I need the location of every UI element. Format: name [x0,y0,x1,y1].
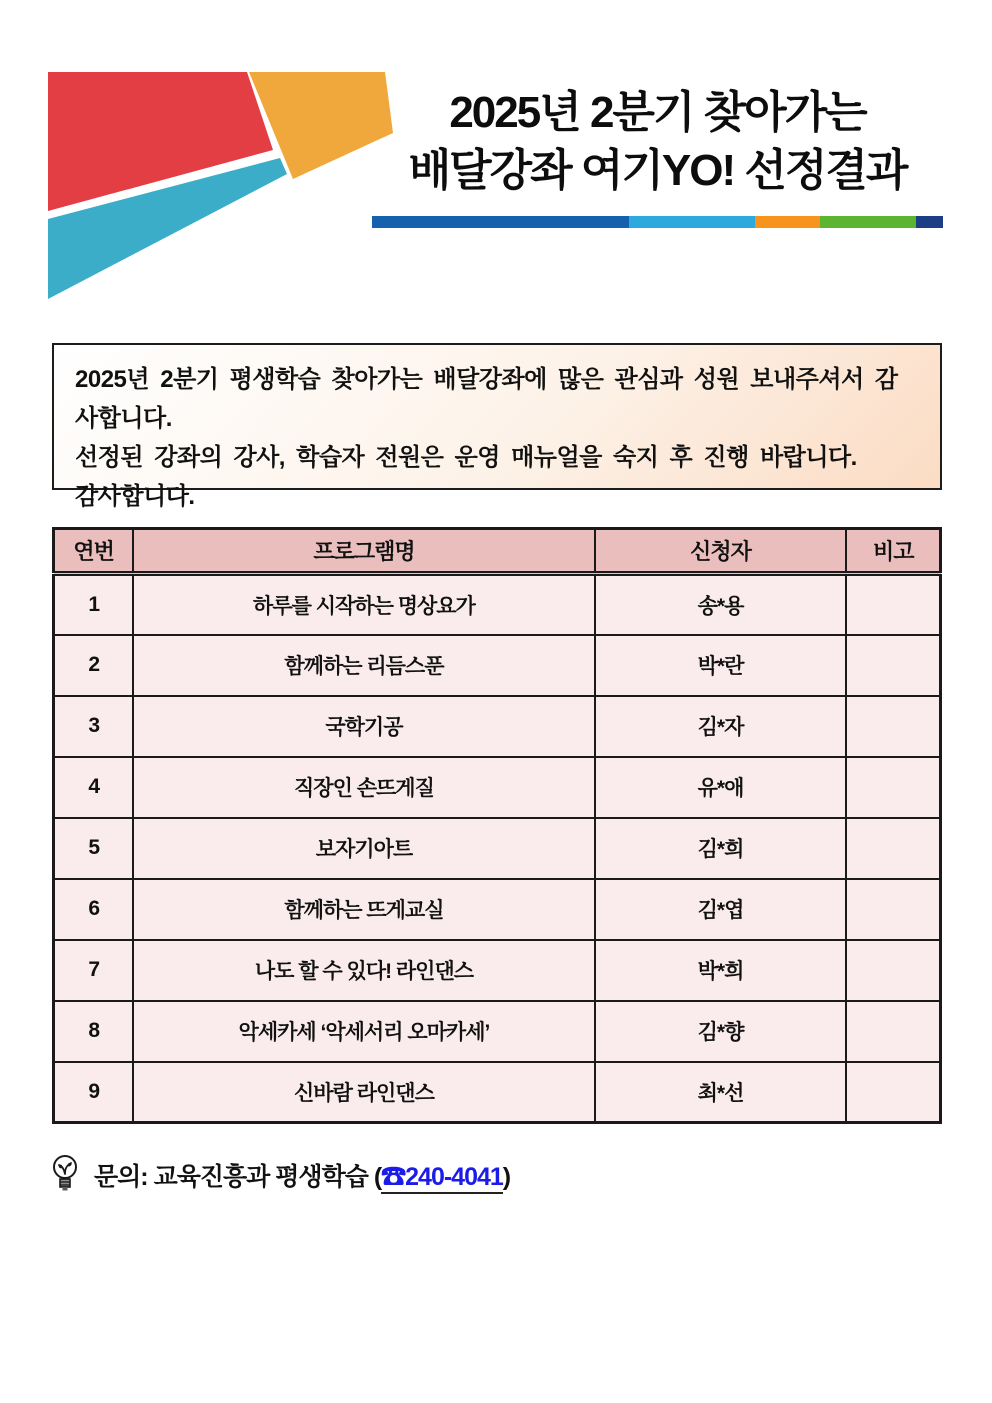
cell-note [846,879,940,940]
cell-applicant: 김*자 [595,696,847,757]
column-header-applicant: 신청자 [595,529,847,574]
cell-no: 7 [54,940,134,1001]
column-header-note: 비고 [846,529,940,574]
cell-no: 9 [54,1062,134,1123]
table-row [54,696,941,757]
table-row [54,818,941,879]
table-row [54,1062,941,1123]
cell-no: 3 [54,696,134,757]
table-row [54,940,941,1001]
notice-line: 2025년 2분기 평생학습 찾아가는 배달강좌에 많은 관심과 성원 보내주셔서 감사합니다. [75,366,898,432]
column-header-program: 프로그램명 [133,529,594,574]
page-title [372,84,943,200]
selection-result-table [52,527,942,1124]
cell-note [846,696,940,757]
contact-suffix: ) [502,1163,511,1191]
table-header-row [54,529,941,574]
cell-applicant: 김*엽 [595,879,847,940]
color-bar-segment-green [820,216,916,228]
lightbulb-icon [50,1154,80,1196]
phone-link[interactable]: ☎240-4041 [381,1163,503,1194]
table-row [54,574,941,635]
cell-program: 함께하는 뜨게교실 [133,879,594,940]
cell-program: 나도 할 수 있다! 라인댄스 [133,940,594,1001]
cell-note [846,635,940,696]
cell-note [846,940,940,1001]
color-bar-segment-orange [755,216,820,228]
cell-no: 5 [54,818,134,879]
cell-program: 함께하는 리듬스푼 [133,635,594,696]
contact-prefix: 문의: 교육진흥과 평생학습 ( [94,1163,382,1191]
color-bar-segment-navy [916,216,943,228]
cell-note [846,1001,940,1062]
accent-color-bar [372,216,943,228]
table-row [54,1001,941,1062]
cell-note [846,757,940,818]
cell-no: 4 [54,757,134,818]
cell-program: 보자기아트 [133,818,594,879]
page-title-line2: 배달강좌 여기YO! 선정결과 [408,146,907,195]
cell-applicant: 박*희 [595,940,847,1001]
table-row [54,635,941,696]
cell-applicant: 송*용 [595,574,847,635]
brand-logo-shapes [0,0,410,330]
color-bar-segment-dark-blue [372,216,629,228]
cell-applicant: 최*선 [595,1062,847,1123]
column-header-no: 연번 [54,529,134,574]
cell-note [846,818,940,879]
cell-program: 직장인 손뜨게질 [133,757,594,818]
cell-applicant: 박*란 [595,635,847,696]
cell-applicant: 김*향 [595,1001,847,1062]
notice-box [52,343,942,510]
page-title-line1: 2025년 2분기 찾아가는 [449,88,866,137]
table-row [54,757,941,818]
notice-line: 선정된 강좌의 강사, 학습자 전원은 운영 매뉴얼을 숙지 후 진행 바랍니다. [75,444,857,471]
cell-program: 신바람 라인댄스 [133,1062,594,1123]
cell-no: 2 [54,635,134,696]
table-row [54,879,941,940]
cell-program: 악세카세 ‘악세서리 오마카세’ [133,1001,594,1062]
contact-footer [50,1154,510,1196]
cell-note [846,1062,940,1123]
cell-no: 1 [54,574,134,635]
cell-applicant: 김*희 [595,818,847,879]
cell-no: 6 [54,879,134,940]
color-bar-segment-light-blue [629,216,755,228]
cell-note [846,574,940,635]
table-body [54,574,941,1123]
notice-line: 감사합니다. [75,483,195,510]
cell-program: 국학기공 [133,696,594,757]
contact-text [94,1157,510,1193]
cell-applicant: 유*애 [595,757,847,818]
cell-no: 8 [54,1001,134,1062]
cell-program: 하루를 시작하는 명상요가 [133,574,594,635]
